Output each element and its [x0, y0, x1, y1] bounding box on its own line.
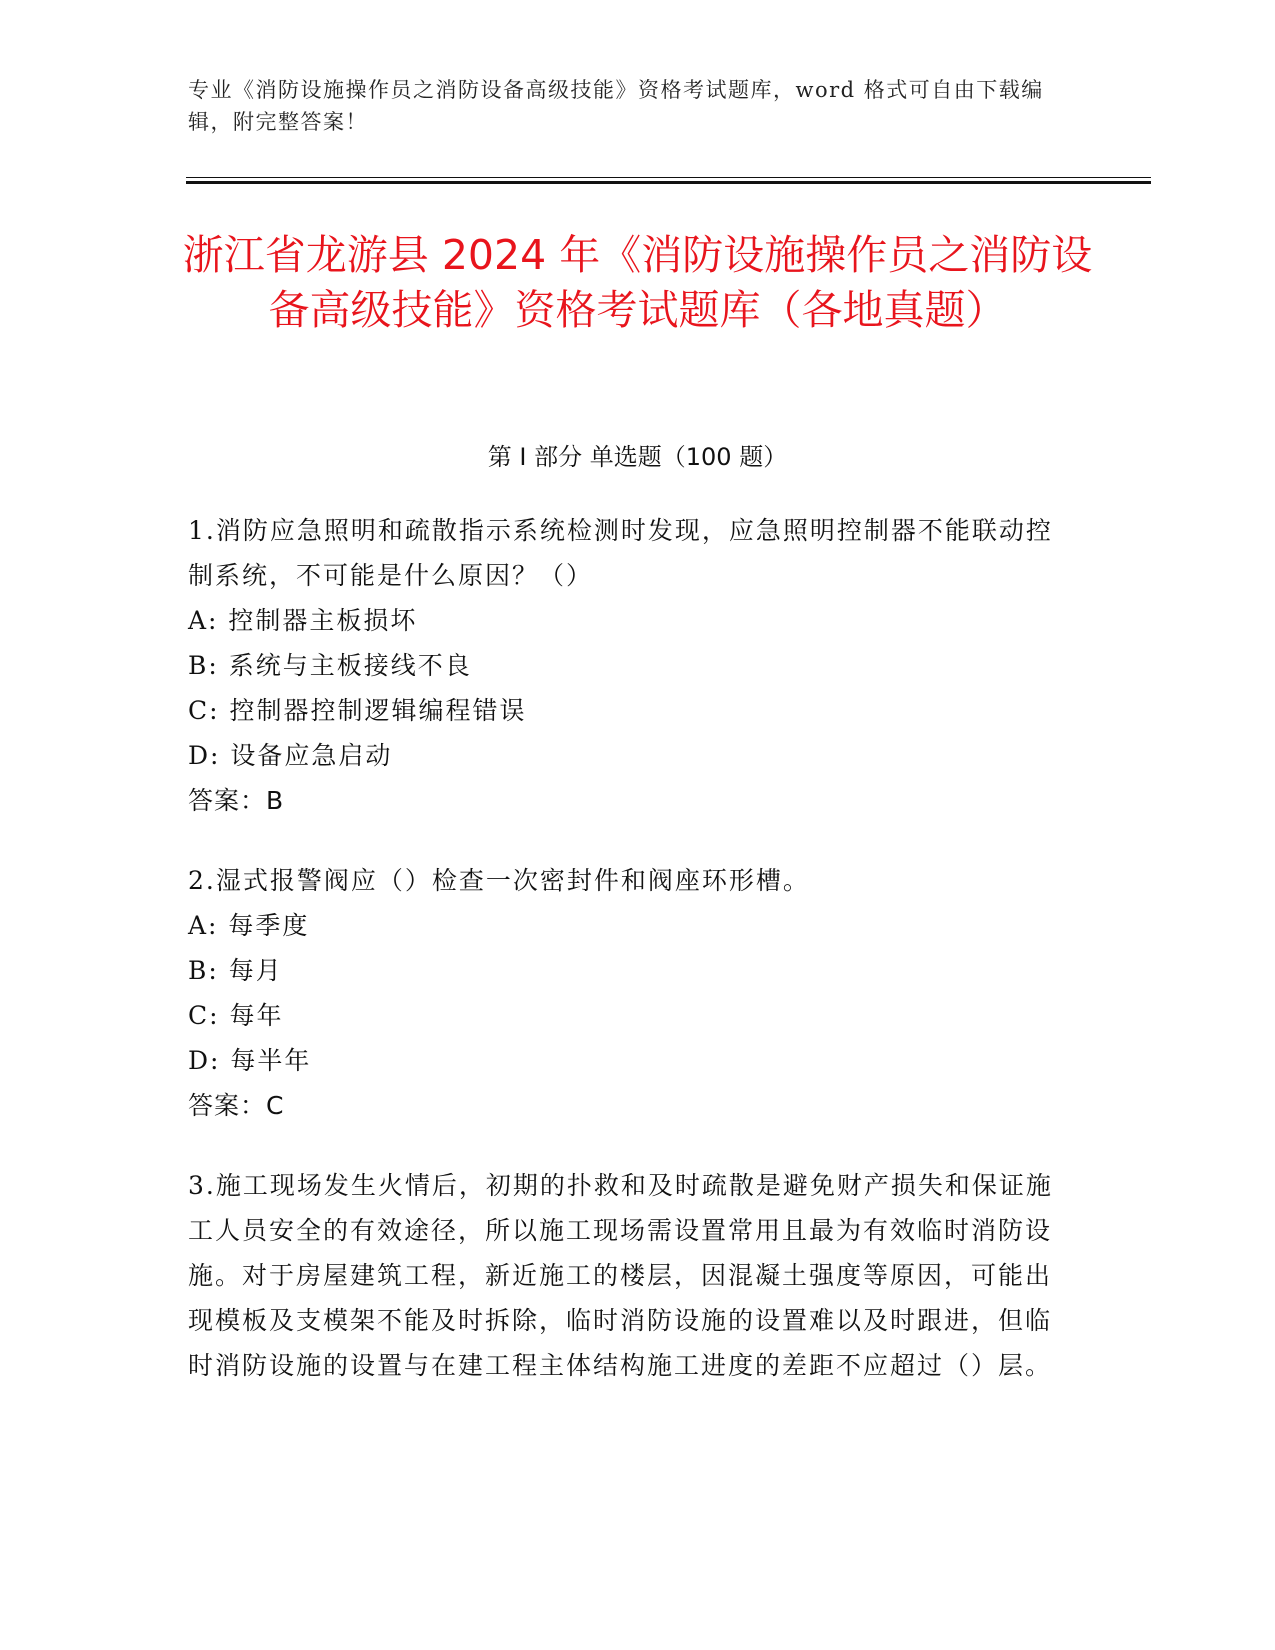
option-c: C: 控制器控制逻辑编程错误	[188, 696, 527, 725]
option-c: C: 每年	[188, 1001, 284, 1030]
question-1	[188, 508, 1068, 823]
question-3	[188, 1163, 1068, 1388]
option-b: B: 系统与主板接线不良	[188, 651, 472, 680]
header-divider-thin	[186, 177, 1151, 178]
option-b: B: 每月	[188, 956, 283, 985]
answer: 答案：B	[188, 786, 285, 815]
header-note: 专业《消防设施操作员之消防设备高级技能》资格考试题库，word 格式可自由下载编辑，附完整答案！	[188, 78, 1044, 134]
option-d: D: 设备应急启动	[188, 741, 393, 770]
question-2	[188, 858, 1068, 1128]
document-title: 浙江省龙游县 2024 年《消防设施操作员之消防设备高级技能》资格考试题库（各地真题）	[182, 231, 1093, 334]
section-heading: 第 I 部分 单选题（100 题）	[487, 443, 788, 471]
header-divider-thick	[186, 181, 1151, 184]
option-a: A: 每季度	[188, 911, 310, 940]
question-text: 3.施工现场发生火情后，初期的扑救和及时疏散是避免财产损失和保证施工人员安全的有效途径，所以施工现场需设置常用且最为有效临时消防设施。对于房屋建筑工程，新近施工的楼层，因混凝土强度等原因，可能出现模板及支模架不能及时拆除，临时消防设施的设置难以及时跟进，但临时消防设施的设置与在建工程主体结构施工进度的差距不应超过（）层。	[188, 1171, 1053, 1380]
answer: 答案：C	[188, 1091, 285, 1120]
option-a: A: 控制器主板损坏	[188, 606, 418, 635]
question-text: 2.湿式报警阀应（）检查一次密封件和阀座环形槽。	[188, 866, 810, 895]
option-d: D: 每半年	[188, 1046, 312, 1075]
question-text: 1.消防应急照明和疏散指示系统检测时发现，应急照明控制器不能联动控制系统，不可能是什么原因？（）	[188, 516, 1053, 590]
